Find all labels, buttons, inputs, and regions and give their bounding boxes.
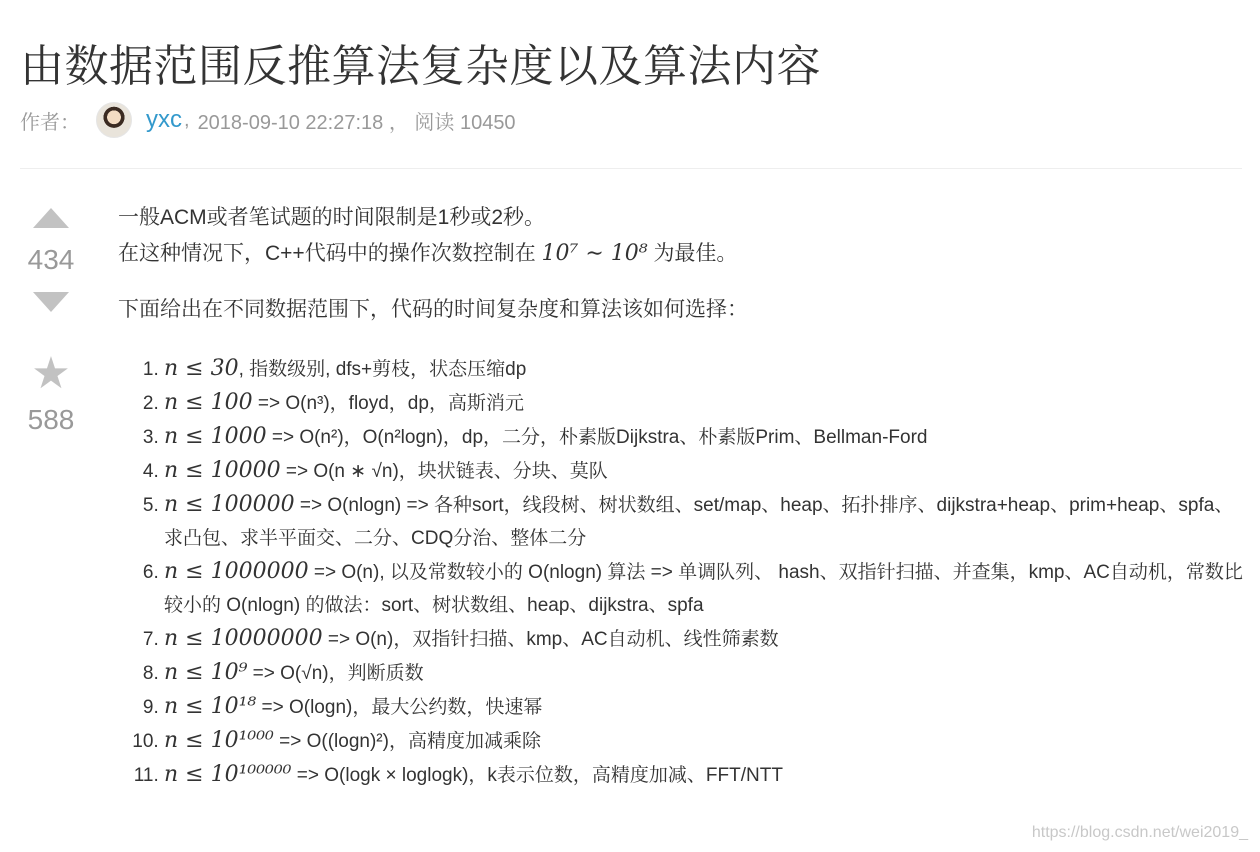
divider [20,168,1242,169]
intro-line-2 [118,236,1248,272]
post-meta [20,100,516,140]
watermark: https://blog.csdn.net/wei2019_ [1031,824,1248,841]
list-item [164,454,1248,488]
list-item [164,690,1248,724]
list-item-math: n ≤ 1000 [164,424,267,449]
list-item [164,555,1248,622]
upvote-icon[interactable] [33,208,69,228]
list-item [164,352,1248,386]
list-item-text: => O(√n)，判断质数 [247,663,424,684]
list-item-math: n ≤ 100 [164,390,253,415]
avatar[interactable] [96,102,132,138]
vote-count: 434 [27,244,75,275]
list-item-text: => O(logn)，最大公约数，快速幂 [256,697,543,718]
star-count: 588 [27,404,75,435]
author-link[interactable]: yxc [146,106,182,133]
list-item-text: => O(logk × loglogk)，k表示位数，高精度加减、FFT/NTT [291,765,783,786]
intro-line-3: 下面给出在不同数据范围下，代码的时间复杂度和算法该如何选择： [118,298,748,321]
list-item [164,724,1248,758]
list-item-math: n ≤ 10⁹ [164,660,248,685]
list-item-text: => O(n), 以及常数较小的 O(nlogn) 算法 => 单调队列、 hash、双指针扫描、并查集，kmp、AC自动机，常数比较小的 O(nlogn) 的做法：sort、树状数组、heap、dijkstra、spfa [164,562,1243,616]
vote-panel [20,200,82,436]
list-item [164,420,1248,454]
complexity-list [118,352,1248,792]
downvote-icon[interactable] [33,292,69,312]
list-item-text: => O(nlogn) => 各种sort，线段树、树状数组、set/map、heap、拓扑排序、dijkstra+heap、prim+heap、spfa、求凸包、求半平面交、二分、CDQ分治、整体二分 [164,495,1234,549]
list-item-math: n ≤ 10¹⁰⁰⁰ [164,728,274,753]
intro-line-2-math: 10⁷ ∼ 10⁸ [541,241,648,266]
star-icon[interactable]: ★ [31,349,71,398]
intro-line-1: 一般ACM或者笔试题的时间限制是1秒或2秒。 [118,206,546,229]
list-item-text: => O(n ∗ √n)，块状链表、分块、莫队 [280,461,608,482]
list-item-text: , 指数级别, dfs+剪枝，状态压缩dp [238,359,527,380]
meta-separator: , [184,108,190,131]
list-item-math: n ≤ 10000 [164,458,281,483]
list-item-text: => O(n³)，floyd，dp，高斯消元 [252,393,524,414]
list-item-math: n ≤ 10000000 [164,626,323,651]
list-item-math: n ≤ 1000000 [164,559,309,584]
author-label: 作者： [20,111,80,134]
list-item [164,758,1248,792]
list-item [164,386,1248,420]
intro-line-2-suffix: 为最佳。 [653,242,738,265]
list-item [164,488,1248,555]
page-title: 由数据范围反推算法复杂度以及算法内容 [20,41,821,92]
post-info: 2018-09-10 22:27:18 ， 阅读 10450 [197,111,516,134]
list-item-math: n ≤ 10¹⁰⁰⁰⁰⁰ [164,762,292,787]
list-item [164,656,1248,690]
list-item-text: => O((logn)²)，高精度加减乘除 [273,731,541,752]
list-item-math: n ≤ 10¹⁸ [164,694,257,719]
list-item-math: n ≤ 30 [164,356,239,381]
list-item-text: => O(n²)，O(n²logn)，dp，二分，朴素版Dijkstra、朴素版Prim、Bellman-Ford [266,427,928,448]
list-item-text: => O(n)，双指针扫描、kmp、AC自动机、线性筛素数 [322,629,779,650]
intro-line-2-prefix: 在这种情况下，C++代码中的操作次数控制在 [118,242,536,265]
list-item [164,622,1248,656]
post-content [118,200,1248,792]
list-item-math: n ≤ 100000 [164,492,295,517]
